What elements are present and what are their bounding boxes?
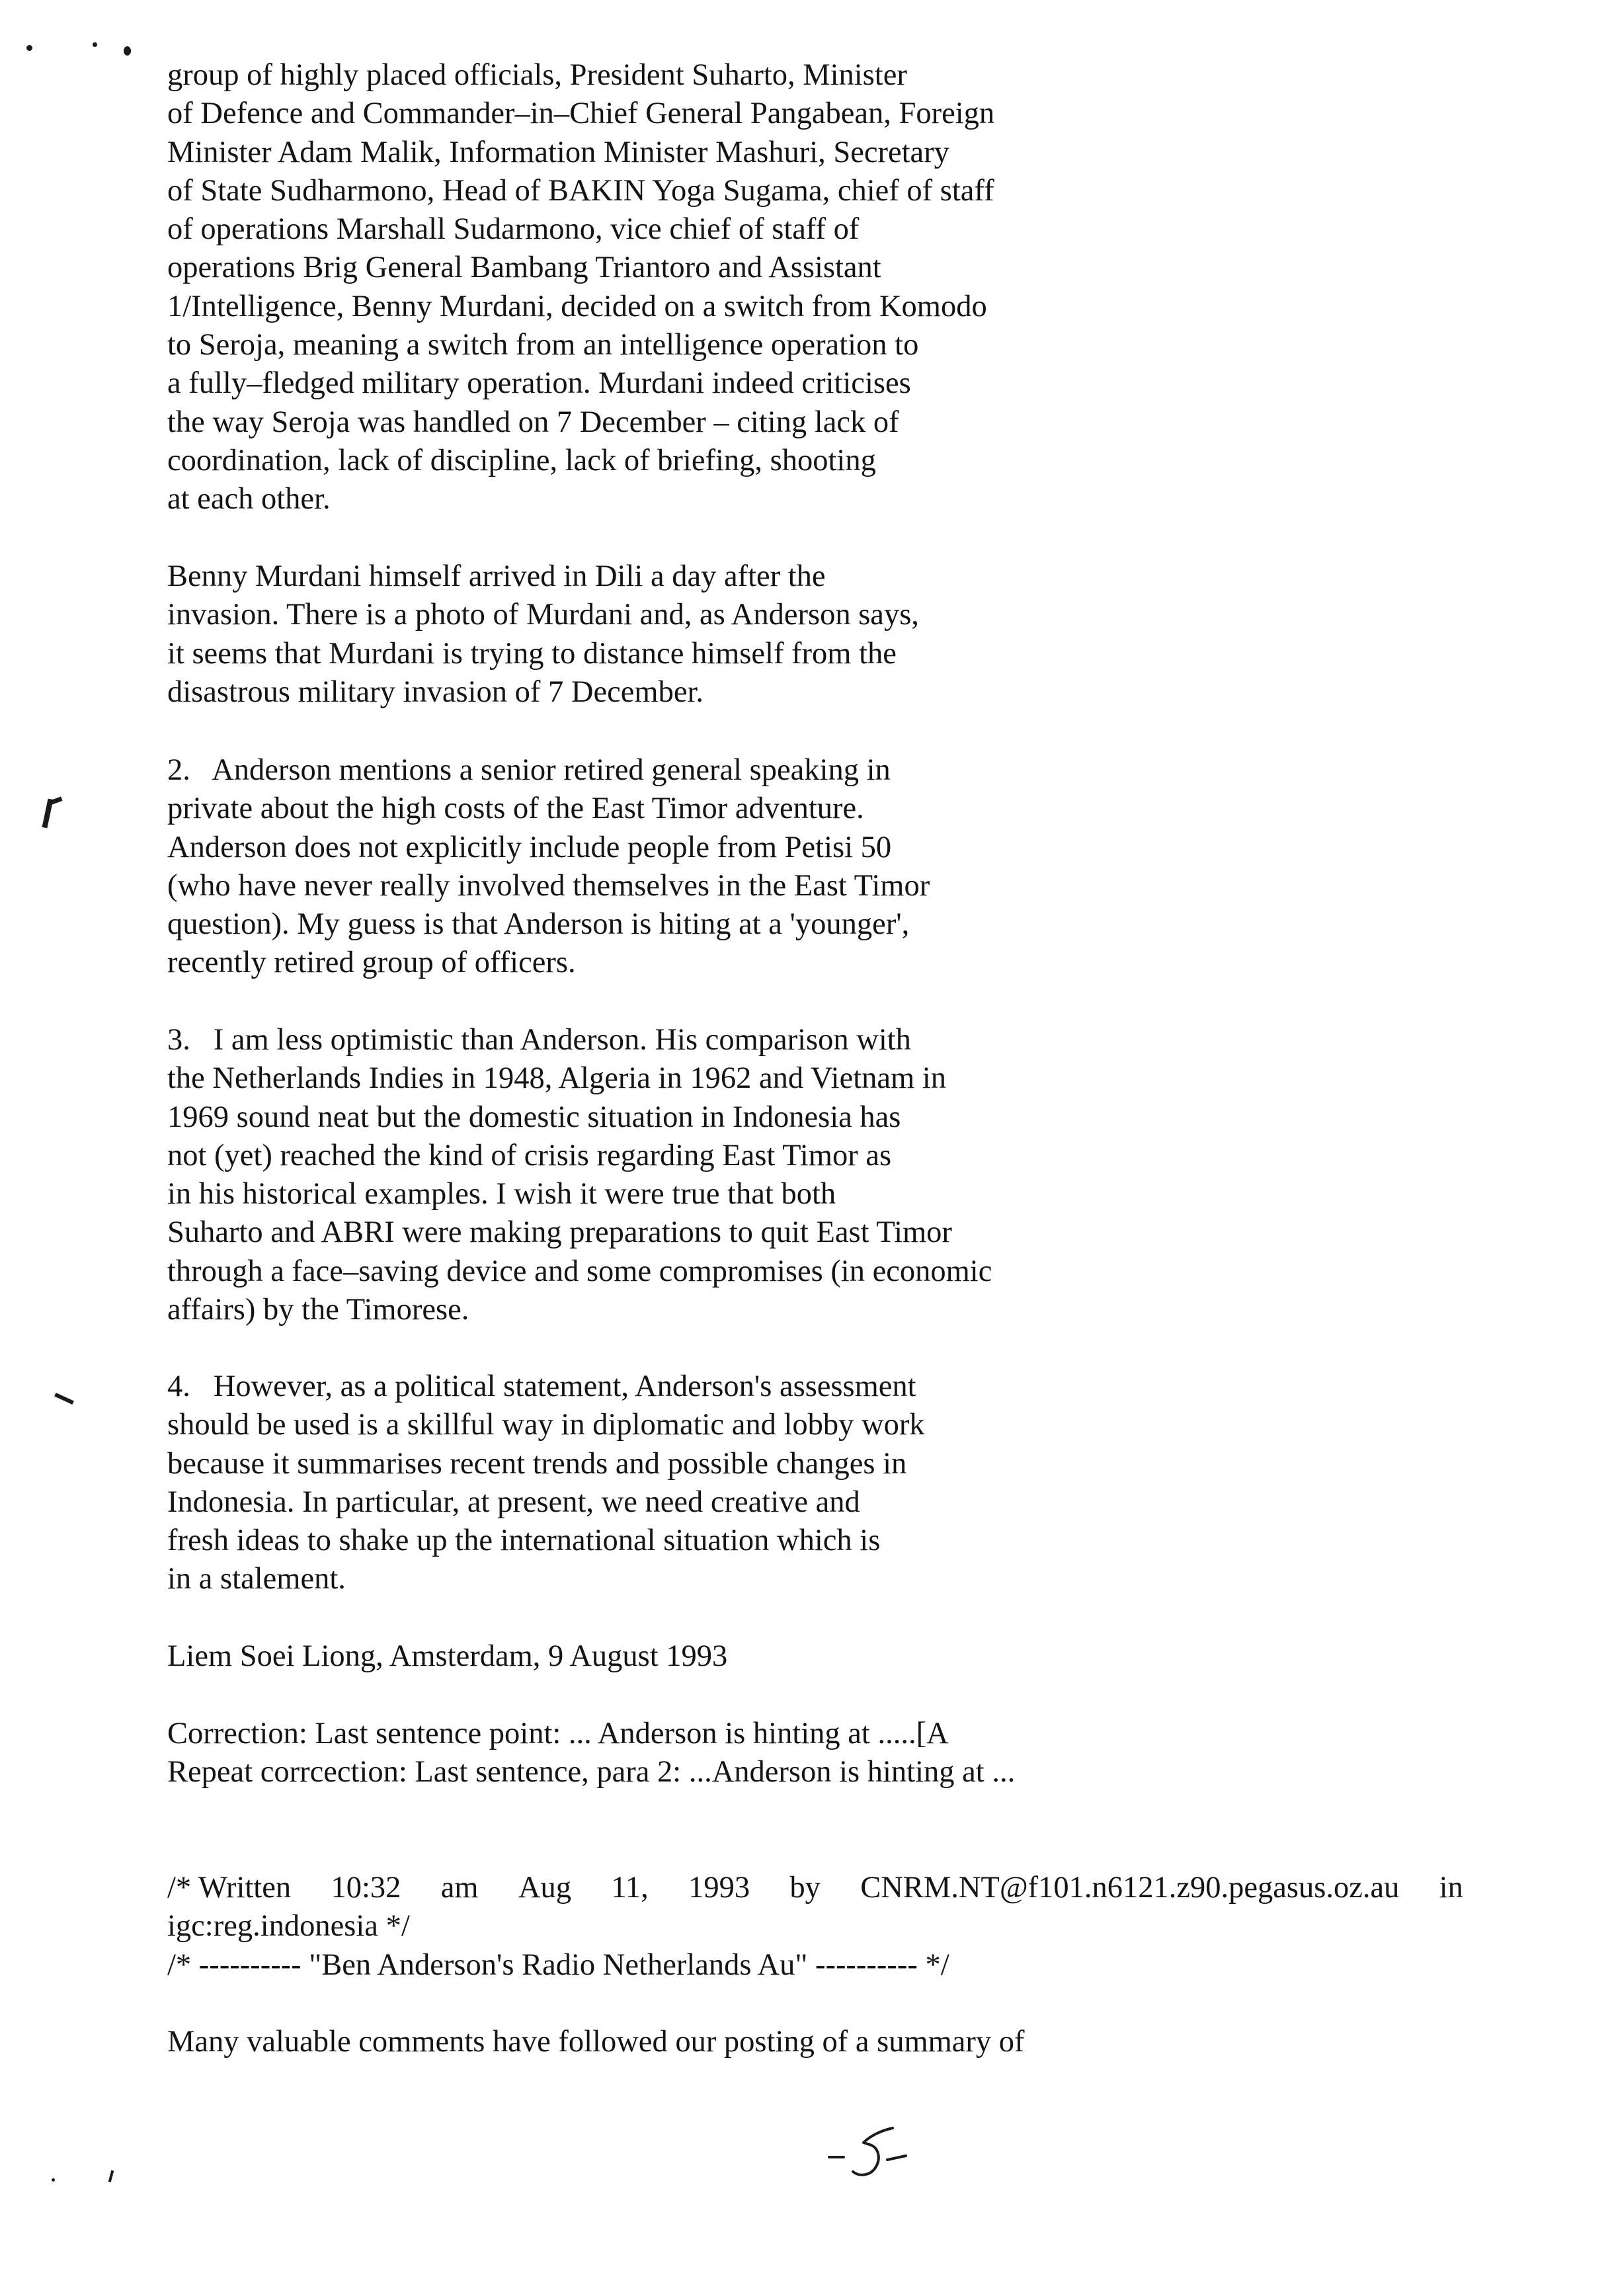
- paragraph-officials: [167, 56, 994, 519]
- text-line: Benny Murdani himself arrived in Dili a day after the: [167, 559, 826, 593]
- posting-header-line: [167, 1869, 1463, 1907]
- header-part: 10:32: [331, 1871, 401, 1905]
- header-part: in: [1439, 1871, 1463, 1905]
- text-line: (who have never really involved themselves in the East Timor: [167, 868, 930, 903]
- paragraph-point-2: [167, 751, 930, 983]
- text-line: not (yet) reached the kind of crisis regarding East Timor as: [167, 1138, 892, 1172]
- text-line: Indonesia. In particular, at present, we need creative and: [167, 1485, 860, 1519]
- text-line: in his historical examples. I wish it were true that both: [167, 1177, 836, 1211]
- scan-mark: [52, 2178, 55, 2182]
- scan-mark: [124, 46, 131, 56]
- header-part: Aug: [518, 1871, 571, 1905]
- text-line: the way Seroja was handled on 7 December – citing lack of: [167, 405, 899, 439]
- handwritten-page-number: [815, 2116, 927, 2192]
- signature-line: [167, 1637, 727, 1676]
- text-line: question). My guess is that Anderson is hiting at a 'younger',: [167, 907, 910, 942]
- text-line: of operations Marshall Sudarmono, vice chief of staff of: [167, 212, 860, 247]
- scan-mark: [93, 42, 97, 47]
- text-line: disastrous military invasion of 7 December.: [167, 675, 704, 709]
- signature-text: Liem Soei Liong, Amsterdam, 9 August 1993: [167, 1639, 728, 1673]
- text-line: Many valuable comments have followed our posting of a summary of: [167, 2025, 1025, 2059]
- text-line: private about the high costs of the East Timor adventure.: [167, 792, 864, 826]
- correction-line: Repeat corrcection: Last sentence, para 2: ...Anderson is hinting at ...: [167, 1755, 1016, 1789]
- text-line: a fully–fledged military operation. Murdani indeed criticises: [167, 366, 911, 401]
- page-number-drawing: [815, 2116, 927, 2189]
- paragraph-point-4: [167, 1368, 925, 1599]
- posting-title-line: /* ---------- "Ben Anderson's Radio Netherlands Au" ---------- */: [167, 1948, 949, 1982]
- text-line: Suharto and ABRI were making preparations to quit East Timor: [167, 1215, 952, 1250]
- text-line: group of highly placed officials, President Suharto, Minister: [167, 58, 907, 92]
- text-line: to Seroja, meaning a switch from an intelligence operation to: [167, 328, 919, 362]
- text-line: Minister Adam Malik, Information Minister Mashuri, Secretary: [167, 135, 949, 169]
- text-line: through a face–saving device and some compromises (in economic: [167, 1254, 992, 1288]
- text-line: fresh ideas to shake up the international situation which is: [167, 1524, 881, 1558]
- text-line: 1969 sound neat but the domestic situation in Indonesia has: [167, 1100, 901, 1134]
- header-part: am: [440, 1871, 479, 1905]
- posting-header-line: igc:reg.indonesia */: [167, 1909, 410, 1944]
- text-line: affairs) by the Timorese.: [167, 1293, 469, 1327]
- correction-line: Correction: Last sentence point: ... Anderson is hinting at .....[A: [167, 1717, 949, 1750]
- text-line: 3. I am less optimistic than Anderson. His comparison with: [167, 1023, 911, 1057]
- scan-mark: [47, 796, 62, 805]
- text-line: operations Brig General Bambang Triantoro and Assistant: [167, 251, 881, 285]
- text-line: should be used is a skillful way in diplomatic and lobby work: [167, 1408, 925, 1442]
- text-line: at each other.: [167, 482, 331, 516]
- text-line: 1/Intelligence, Benny Murdani, decided on a switch from Komodo: [167, 289, 987, 323]
- scan-mark: [26, 45, 32, 51]
- text-line: of State Sudharmono, Head of BAKIN Yoga Sugama, chief of staff: [167, 173, 994, 208]
- text-line: the Netherlands Indies in 1948, Algeria in 1962 and Vietnam in: [167, 1061, 946, 1096]
- header-part: 1993: [688, 1871, 750, 1905]
- scan-mark: [108, 2170, 114, 2182]
- text-line: invasion. There is a photo of Murdani and, as Anderson says,: [167, 598, 919, 632]
- paragraph-murdani-dili: [167, 557, 919, 712]
- scan-mark: [54, 1393, 74, 1405]
- header-part: 11,: [611, 1871, 649, 1905]
- corrections: [167, 1715, 1015, 1792]
- text-line: it seems that Murdani is trying to distance himself from the: [167, 636, 897, 671]
- text-line: in a stalement.: [167, 1562, 346, 1596]
- header-email: CNRM.NT@f101.n6121.z90.pegasus.oz.au: [860, 1871, 1400, 1905]
- text-line: coordination, lack of discipline, lack of briefing, shooting: [167, 443, 876, 477]
- header-part: /* Written: [167, 1871, 292, 1905]
- header-part: by: [789, 1871, 821, 1905]
- closing-paragraph: [167, 2023, 1025, 2061]
- text-line: of Defence and Commander–in–Chief General Pangabean, Foreign: [167, 97, 995, 131]
- text-line: 2. Anderson mentions a senior retired general speaking in: [167, 753, 891, 787]
- text-line: recently retired group of officers.: [167, 946, 576, 980]
- posting-header: [167, 1869, 1490, 1985]
- paragraph-point-3: [167, 1021, 992, 1329]
- text-line: 4. However, as a political statement, Anderson's assessment: [167, 1370, 916, 1403]
- text-line: because it summarises recent trends and possible changes in: [167, 1446, 907, 1481]
- text-line: Anderson does not explicitly include people from Petisi 50: [167, 830, 892, 864]
